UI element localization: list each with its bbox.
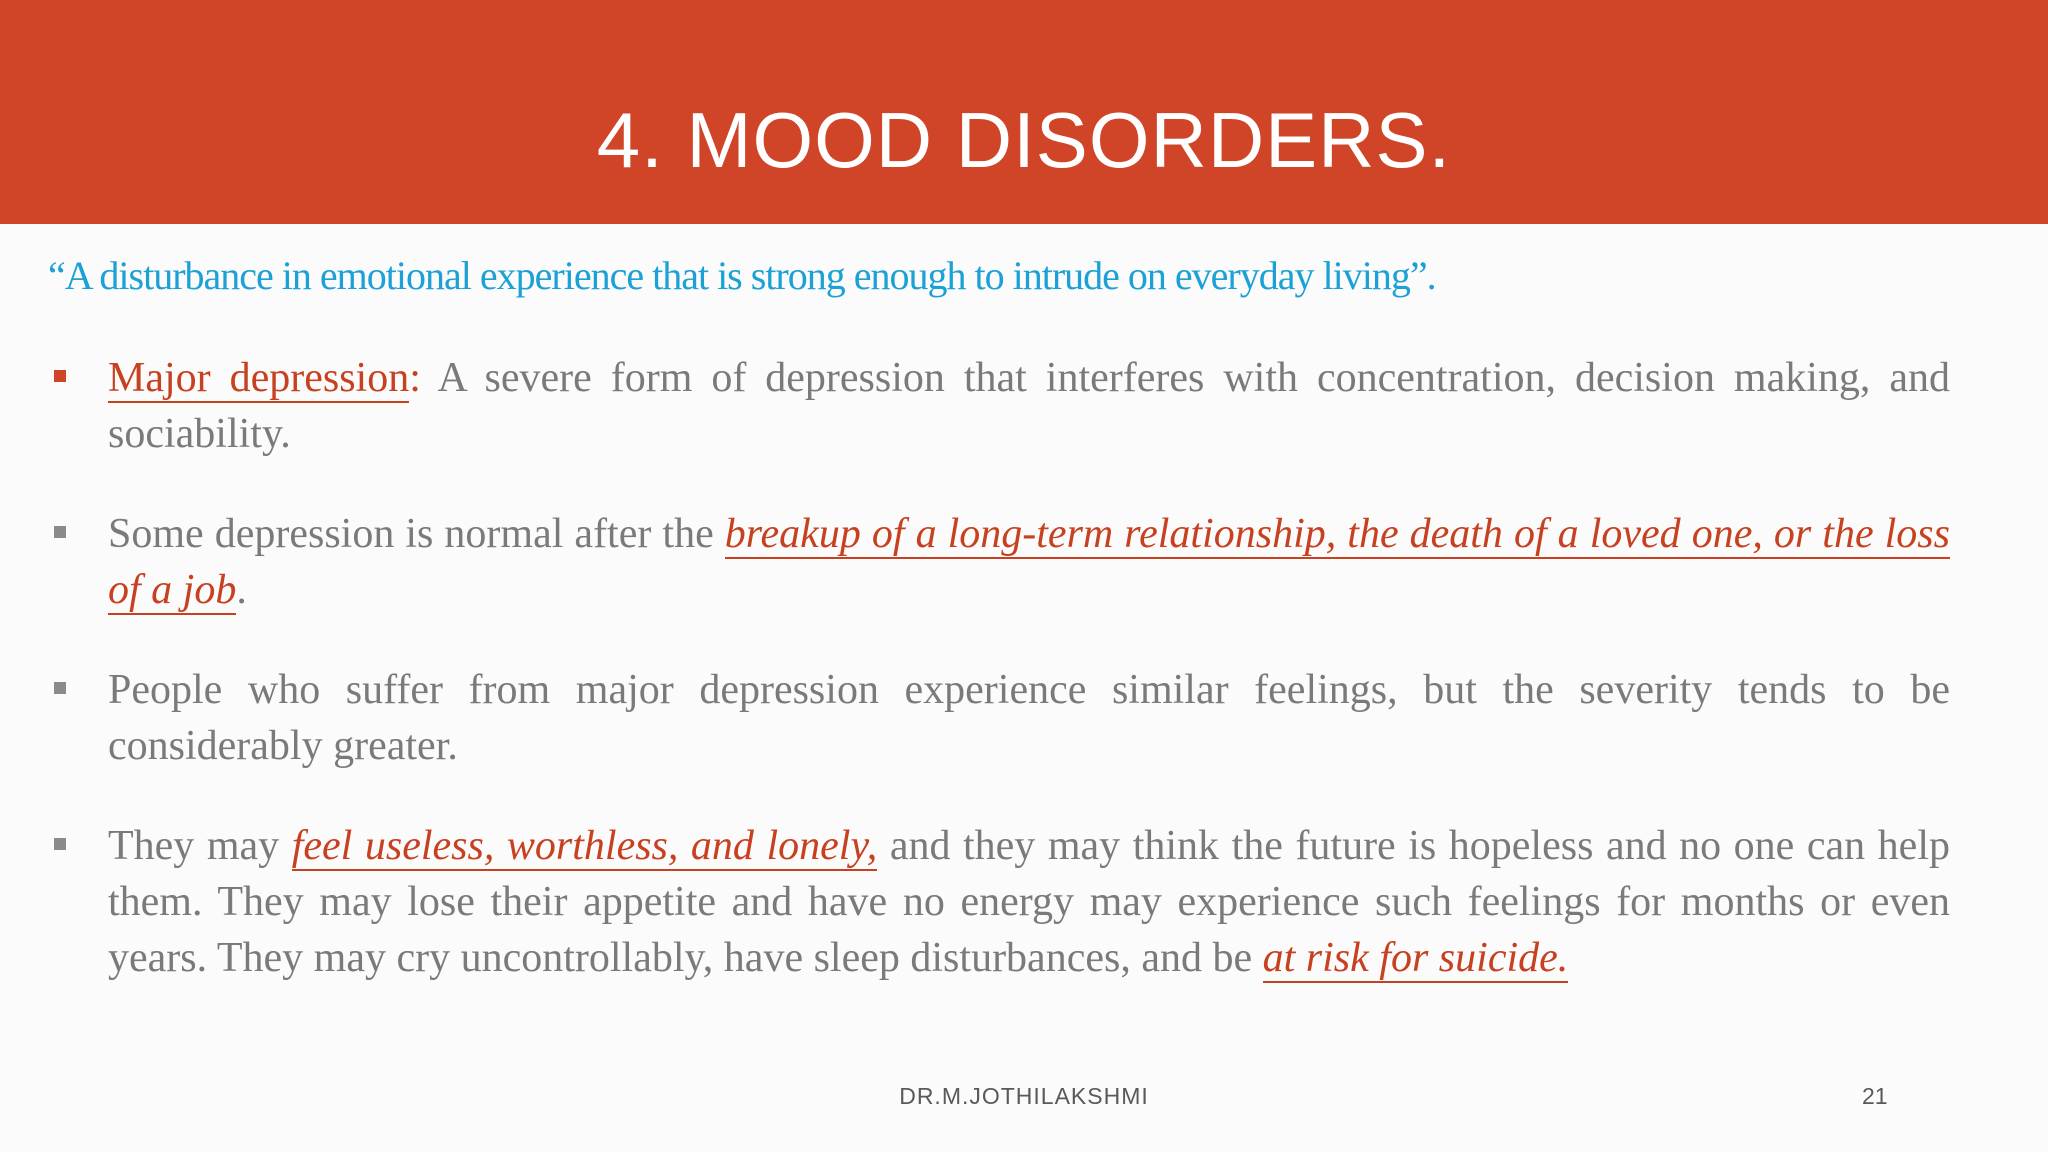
slide-title: 4. MOOD DISORDERS. [596,96,1452,184]
term-major-depression: Major depression [108,355,410,401]
highlight-life-events: breakup of a long-term relationship, the death of a loved one, or the loss of a job [108,511,1950,613]
bullet-marker-icon [54,526,66,538]
definition-quote: “A disturbance in emotional experience that is strong enough to intrude on everyday living”. [48,253,1436,298]
bullet-normal-depression [50,506,1950,618]
bullet-text-end: . [236,567,247,613]
term-separator: : [409,355,421,401]
page-number: 21 [1862,1083,1888,1109]
bullet-text: They may [108,823,292,869]
bullet-list [50,350,1950,1030]
bullet-text: Some depression is normal after the [108,511,725,557]
footer-author: DR.M.JOTHILAKSHMI [899,1083,1149,1109]
highlight-feelings: feel useless, worthless, and lonely, [291,823,878,869]
bullet-major-depression [50,350,1950,462]
bullet-symptoms [50,818,1950,986]
bullet-marker-icon [54,682,66,694]
title-bar [0,0,2048,224]
bullet-marker-icon [54,838,66,850]
bullet-text: A severe form of depression that interferes with concentration, decision making, and sociability. [108,355,1950,457]
bullet-text: People who suffer from major depression experience similar feelings, but the severity tends to be considerably greater. [108,667,1950,769]
bullet-text-middle: and they may think the future is hopeless and no one can help them. They may lose their appetite and have no energy may experience such feelings for months or even years. They may cry uncontrollably, have sleep disturbances, and be [108,823,1950,981]
highlight-suicide-risk: at risk for suicide. [1262,935,1569,981]
bullet-marker-icon [54,370,66,382]
bullet-severity [50,662,1950,774]
